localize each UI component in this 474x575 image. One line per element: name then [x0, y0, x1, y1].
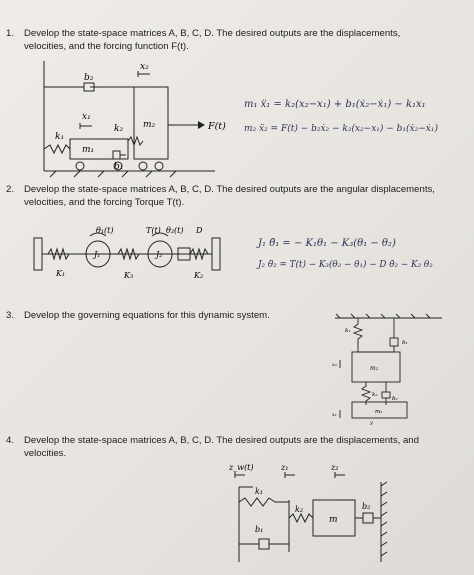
handwritten-equation: m₂ ẍ₂ = F(t) − b₂ẋ₂ − k₂(x₂−x₁) − b₁(ẋ₂−ẋ₁) [244, 124, 438, 134]
label-k1: k₁ [345, 328, 351, 334]
label-k2: k₂ [295, 505, 304, 514]
label-m2: m₂ [370, 365, 379, 372]
label-z1: z₁ [281, 463, 289, 472]
label-m2: m₂ [143, 120, 156, 130]
label-b1: b₁ [402, 340, 408, 346]
label-k3: K₃ [124, 271, 134, 280]
figure-1-two-mass-system [0, 55, 474, 185]
label-b2: b₂ [362, 502, 371, 511]
label-theta2: θ₂(t) [166, 226, 184, 235]
label-x1: x₁ [332, 412, 337, 418]
label-k2: K₂ [194, 271, 204, 280]
label-x2: x₂ [332, 362, 337, 368]
label-zw: z_w(t) [229, 463, 254, 472]
label-k2: k₂ [372, 392, 378, 398]
label-b2: b₂ [392, 396, 398, 402]
statement-line: Develop the governing equations for this dynamic system. [24, 310, 270, 321]
label-z2: z₂ [331, 463, 339, 472]
label-b1: b₁ [255, 525, 264, 534]
handwritten-equation: J₂ θ̈₂ = T(t) − K₃(θ₂ − θ₁) − D θ̇₂ − K₂ θ₂ [258, 260, 433, 270]
problem-number: 3. [6, 310, 15, 321]
problem-statement [24, 309, 270, 322]
problem-statement [24, 183, 435, 209]
label-y: y [370, 420, 373, 425]
label-b1: b₁ [114, 162, 124, 172]
statement-line: velocities, and the forcing function F(t). [24, 41, 189, 52]
statement-line: Develop the state-space matrices A, B, C, D. The desired outputs are the angular displacements, [24, 184, 435, 195]
problem-statement [24, 434, 419, 460]
problem-number: 4. [6, 435, 15, 446]
label-m: m [329, 515, 338, 525]
label-k1: k₁ [255, 487, 264, 496]
label-torque: T(t) [146, 226, 161, 235]
label-k1: k₁ [55, 132, 65, 142]
label-b2: b₂ [84, 73, 94, 83]
label-x1: x₁ [82, 112, 91, 122]
label-theta1: θ₁(t) [96, 226, 114, 235]
statement-line: Develop the state-space matrices A, B, C, D. The desired outputs are the displacements, and [24, 435, 419, 446]
problem-statement [24, 27, 400, 53]
label-k1: K₁ [56, 269, 66, 278]
problem-number: 2. [6, 184, 15, 195]
figure-4-base-excitation-system [225, 462, 425, 572]
label-x2: x₂ [140, 62, 149, 72]
figure-3-vertical-system [330, 310, 460, 425]
problem-number: 1. [6, 28, 15, 39]
handwritten-equation: m₁ ẍ₁ = k₂(x₂−x₁) + b₁(ẋ₂−ẋ₁) − k₁x₁ [244, 99, 426, 110]
label-j1: J₁ [94, 250, 101, 259]
label-j2: J₂ [156, 250, 163, 259]
figure-2-torsional-system [0, 224, 474, 294]
statement-line: velocities, and the forcing Torque T(t). [24, 197, 185, 208]
label-force: F(t) [208, 121, 226, 132]
statement-line: velocities. [24, 448, 67, 459]
label-k2: k₂ [114, 124, 124, 134]
handwritten-equation: J₁ θ̈₁ = − K₁θ₁ − K₃(θ₁ − θ₂) [258, 238, 396, 249]
label-d: D [196, 226, 203, 235]
statement-line: Develop the state-space matrices A, B, C, D. The desired outputs are the displacements, [24, 28, 401, 39]
label-m1: m₁ [82, 145, 95, 155]
label-m1: m₁ [375, 409, 383, 415]
